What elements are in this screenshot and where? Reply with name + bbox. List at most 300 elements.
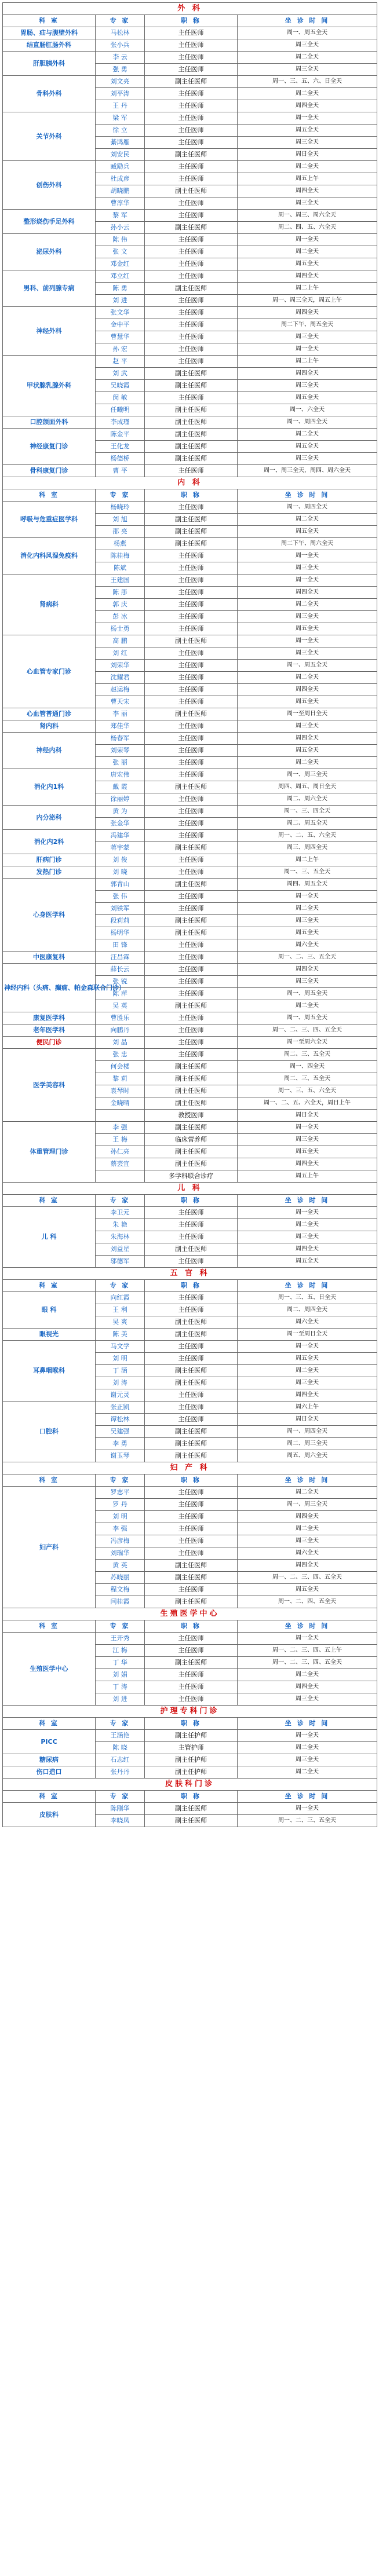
doctor-title: 主任医师: [145, 562, 238, 575]
clinic-time: 周四全天: [238, 1158, 377, 1170]
clinic-time: 周五全天: [238, 526, 377, 538]
doctor-title: 主任医师: [145, 1645, 238, 1657]
clinic-time: 周三全天: [238, 562, 377, 575]
header-doctor: 专 家: [96, 489, 145, 502]
dept-name: 口腔颌面外科: [3, 416, 96, 429]
doctor-name: 刘 进: [96, 295, 145, 307]
clinic-time: 周四全天: [238, 1681, 377, 1693]
dept-name: 便民门诊: [3, 1037, 96, 1049]
section-title-row: [3, 3, 377, 15]
doctor-title: 主任医师: [145, 587, 238, 599]
doctor-title: 主管护师: [145, 1742, 238, 1754]
doctor-title: 主任医师: [145, 392, 238, 404]
section-title: 五 官 科: [3, 1268, 377, 1280]
clinic-time: 周四、周五全天: [238, 879, 377, 891]
column-header-row: [3, 1718, 377, 1730]
doctor-name: 刘 武: [96, 368, 145, 380]
header-time: 坐 诊 时 间: [238, 1791, 377, 1803]
doctor-title: 主任医师: [145, 1523, 238, 1535]
clinic-time: 周五、周六全天: [238, 1450, 377, 1462]
doctor-title: 副主任医师: [145, 1657, 238, 1669]
doctor-name: 黄 英: [96, 1560, 145, 1572]
doctor-title: 主任医师: [145, 623, 238, 635]
clinic-time: 周二、周三全天: [238, 1438, 377, 1450]
doctor-title: 主任医师: [145, 307, 238, 319]
doctor-name: 苏晓丽: [96, 1572, 145, 1584]
header-title: 职 称: [145, 1791, 238, 1803]
clinic-time: 周二上午: [238, 854, 377, 866]
doctor-title: 副主任医师: [145, 1365, 238, 1377]
clinic-time: 周一、周五全天: [238, 660, 377, 672]
doctor-title: 主任医师: [145, 1024, 238, 1037]
doctor-name: 刘铁军: [96, 903, 145, 915]
doctor-name: 李 强: [96, 1523, 145, 1535]
clinic-time: 周一、二、五、六全天: [238, 830, 377, 842]
doctor-title: 副主任医师: [145, 1316, 238, 1329]
doctor-title: 主任医师: [145, 1487, 238, 1499]
section-title: 皮肤科门诊: [3, 1779, 377, 1791]
doctor-name: 罗 丹: [96, 1499, 145, 1511]
doctor-name: 马文学: [96, 1341, 145, 1353]
doctor-name: 陈 美: [96, 1329, 145, 1341]
column-header-row: [3, 15, 377, 27]
table-row: [3, 112, 377, 125]
doctor-name: 沈耀君: [96, 672, 145, 684]
table-row: [3, 635, 377, 647]
header-time: 坐 诊 时 间: [238, 489, 377, 502]
clinic-time: 周二全天: [238, 88, 377, 100]
doctor-title: 主任医师: [145, 137, 238, 149]
doctor-title: 副主任医师: [145, 842, 238, 854]
doctor-name: 江 梅: [96, 1645, 145, 1657]
doctor-title: 主任医师: [145, 1353, 238, 1365]
dept-name: 体重管理门诊: [3, 1122, 96, 1183]
doctor-title: 主任医师: [145, 39, 238, 52]
clinic-time: 周五全天: [238, 125, 377, 137]
table-row: [3, 1207, 377, 1219]
header-dept: 科 室: [3, 15, 96, 27]
doctor-name: 郭青山: [96, 879, 145, 891]
doctor-title: 主任医师: [145, 964, 238, 976]
doctor-name: 强 勇: [96, 64, 145, 76]
dept-name: 伤口造口: [3, 1766, 96, 1779]
clinic-time: 周五全天: [238, 441, 377, 453]
doctor-title: 副主任医师: [145, 1572, 238, 1584]
doctor-title: 主任医师: [145, 684, 238, 696]
doctor-title: 主任医师: [145, 125, 238, 137]
doctor-title: 副主任医师: [145, 1073, 238, 1085]
doctor-name: 邬德军: [96, 1256, 145, 1268]
schedule-page: [2, 2, 377, 1827]
clinic-time: 周四全天: [238, 1511, 377, 1523]
doctor-title: 主任医师: [145, 1012, 238, 1024]
doctor-title: 主任医师: [145, 1256, 238, 1268]
clinic-time: 周二、周四全天: [238, 1304, 377, 1316]
clinic-time: 周日全天: [238, 1414, 377, 1426]
doctor-title: 主任医师: [145, 1037, 238, 1049]
dept-name: 心身医学科: [3, 879, 96, 952]
doctor-name: 孙 宏: [96, 343, 145, 356]
doctor-name: 曹淳华: [96, 197, 145, 210]
doctor-title: 副主任医师: [145, 149, 238, 161]
table-row: [3, 720, 377, 733]
header-title: 职 称: [145, 1280, 238, 1292]
header-doctor: 专 家: [96, 1280, 145, 1292]
clinic-time: 周一全天: [238, 550, 377, 562]
doctor-name: 刘安民: [96, 149, 145, 161]
doctor-name: 刘荣琴: [96, 745, 145, 757]
clinic-time: 周三全天: [238, 1693, 377, 1706]
doctor-name: 刘瑞华: [96, 1547, 145, 1560]
doctor-name: 徐丽婷: [96, 793, 145, 806]
table-row: [3, 356, 377, 368]
clinic-time: 周二、四、五、六全天: [238, 222, 377, 234]
dept-name: 神经外科: [3, 307, 96, 356]
table-row: [3, 1024, 377, 1037]
clinic-time: 周一至周六全天: [238, 1037, 377, 1049]
doctor-title: 主任医师: [145, 1669, 238, 1681]
doctor-title: 主任医师: [145, 331, 238, 343]
column-header-row: [3, 1620, 377, 1633]
section-title: 内 科: [3, 477, 377, 489]
dept-name: 皮肤科: [3, 1803, 96, 1827]
doctor-title: 主任医师: [145, 1584, 238, 1596]
doctor-title: 主任医师: [145, 1547, 238, 1560]
doctor-title: 主任医师: [145, 818, 238, 830]
section-title-row: [3, 477, 377, 489]
dept-name: 耳鼻咽喉科: [3, 1341, 96, 1402]
doctor-name: 段莉莉: [96, 915, 145, 927]
doctor-name: 闫桂霞: [96, 1596, 145, 1608]
table-row: [3, 1122, 377, 1134]
clinic-time: 周三全天: [238, 1377, 377, 1389]
doctor-name: 王 利: [96, 1304, 145, 1316]
clinic-time: 周六全天: [238, 1547, 377, 1560]
clinic-time: 周一至周日全天: [238, 1329, 377, 1341]
clinic-time: 周二全天: [238, 1523, 377, 1535]
clinic-time: 周二、三、五全天: [238, 1073, 377, 1085]
doctor-name: 吴 英: [96, 1000, 145, 1012]
doctor-name: 吴晓霞: [96, 380, 145, 392]
clinic-time: 周一全天: [238, 1207, 377, 1219]
table-row: [3, 866, 377, 879]
doctor-title: 主任医师: [145, 952, 238, 964]
clinic-time: 周三全天: [238, 976, 377, 988]
doctor-title: 主任医师: [145, 1414, 238, 1426]
clinic-time: 周二全天: [238, 1000, 377, 1012]
clinic-time: 周四全天: [238, 270, 377, 283]
clinic-time: 周一全天: [238, 1633, 377, 1645]
doctor-title: 主任医师: [145, 1511, 238, 1523]
section-title: 妇 产 科: [3, 1462, 377, 1474]
doctor-name: 马松林: [96, 27, 145, 39]
doctor-title: 主任医师: [145, 1049, 238, 1061]
table-row: [3, 1012, 377, 1024]
clinic-time: 周五全天: [238, 258, 377, 270]
header-dept: 科 室: [3, 1718, 96, 1730]
clinic-time: 周三全天: [238, 1754, 377, 1766]
doctor-name: 程文梅: [96, 1584, 145, 1596]
doctor-title: 副主任医师: [145, 429, 238, 441]
doctor-name: 邓立红: [96, 270, 145, 283]
table-row: [3, 1329, 377, 1341]
doctor-name: 杜成彦: [96, 173, 145, 185]
doctor-name: 任曦明: [96, 404, 145, 416]
doctor-title: 主任医师: [145, 1535, 238, 1547]
table-row: [3, 210, 377, 222]
doctor-title: 主任医师: [145, 1304, 238, 1316]
clinic-time: 周一全天: [238, 234, 377, 246]
doctor-title: 副主任护师: [145, 1730, 238, 1742]
table-row: [3, 952, 377, 964]
doctor-title: 副主任医师: [145, 380, 238, 392]
doctor-name: 陈 彤: [96, 587, 145, 599]
doctor-title: 主任医师: [145, 197, 238, 210]
clinic-time: 周五全天: [238, 1584, 377, 1596]
doctor-title: 副主任医师: [145, 1097, 238, 1110]
doctor-title: 主任医师: [145, 100, 238, 112]
clinic-time: 周二全天: [238, 1365, 377, 1377]
doctor-name: 刘益星: [96, 1243, 145, 1256]
doctor-title: 主任医师: [145, 854, 238, 866]
dept-name: 整形烧伤手足外科: [3, 210, 96, 234]
table-row: [3, 1037, 377, 1049]
dept-name: 眼视光: [3, 1329, 96, 1341]
table-row: [3, 39, 377, 52]
doctor-title: 副主任医师: [145, 1596, 238, 1608]
doctor-name: 李卫元: [96, 1207, 145, 1219]
doctor-name: 刘 红: [96, 647, 145, 660]
doctor-name: 向鹏丹: [96, 1024, 145, 1037]
header-dept: 科 室: [3, 1474, 96, 1487]
doctor-name: 陈金平: [96, 429, 145, 441]
doctor-title: 主任医师: [145, 1207, 238, 1219]
doctor-title: 主任医师: [145, 720, 238, 733]
column-header-row: [3, 1195, 377, 1207]
clinic-time: 周二全天: [238, 757, 377, 769]
dept-name: 消化内科风湿免疫科: [3, 538, 96, 575]
doctor-name: 冯彦梅: [96, 1535, 145, 1547]
clinic-time: 周二全天: [238, 1742, 377, 1754]
doctor-title: 主任医师: [145, 793, 238, 806]
clinic-time: 周一全天: [238, 635, 377, 647]
clinic-time: 周一至周日全天: [238, 708, 377, 720]
doctor-title: 主任医师: [145, 246, 238, 258]
dept-name: 妇产科: [3, 1487, 96, 1608]
doctor-title: 副主任医师: [145, 1146, 238, 1158]
doctor-name: 张丹丹: [96, 1766, 145, 1779]
doctor-name: 赵运梅: [96, 684, 145, 696]
clinic-time: 周一全天: [238, 1730, 377, 1742]
doctor-name: 刘 涛: [96, 1377, 145, 1389]
doctor-title: 副主任医师: [145, 1426, 238, 1438]
clinic-time: 周三全天: [238, 915, 377, 927]
clinic-time: 周一、二、四、五全天: [238, 1596, 377, 1608]
header-doctor: 专 家: [96, 1791, 145, 1803]
doctor-name: 李成瑾: [96, 416, 145, 429]
dept-name: 肾病科: [3, 575, 96, 635]
table-row: [3, 1292, 377, 1304]
header-time: 坐 诊 时 间: [238, 1620, 377, 1633]
dept-name: 内分泌科: [3, 806, 96, 830]
doctor-title: 副主任医师: [145, 1329, 238, 1341]
section-title-row: [3, 1608, 377, 1620]
clinic-time: 周一、周四全天: [238, 502, 377, 514]
clinic-time: 周三全天: [238, 380, 377, 392]
doctor-name: 杨德桥: [96, 453, 145, 465]
table-row: [3, 733, 377, 745]
doctor-name: 高 鹏: [96, 635, 145, 647]
doctor-name: 赵 平: [96, 356, 145, 368]
doctor-title: 副主任医师: [145, 1243, 238, 1256]
dept-name: 康复医学科: [3, 1012, 96, 1024]
clinic-time: 周四全天: [238, 1560, 377, 1572]
doctor-title: 主任医师: [145, 270, 238, 283]
clinic-time: 周三全天: [238, 39, 377, 52]
table-row: [3, 161, 377, 173]
doctor-name: 张文华: [96, 307, 145, 319]
doctor-name: 金中平: [96, 319, 145, 331]
doctor-name: 黎 莉: [96, 1073, 145, 1085]
doctor-title: 副主任医师: [145, 915, 238, 927]
doctor-name: 刘平涛: [96, 88, 145, 100]
doctor-title: 教授医师: [145, 1110, 238, 1122]
clinic-time: 周二全天: [238, 1766, 377, 1779]
header-time: 坐 诊 时 间: [238, 1195, 377, 1207]
doctor-name: 闵 敏: [96, 392, 145, 404]
clinic-time: 周二、周六全天: [238, 793, 377, 806]
doctor-name: 刘文亮: [96, 76, 145, 88]
dept-name: 结直肠肛肠外科: [3, 39, 96, 52]
table-row: [3, 538, 377, 550]
clinic-time: 周一、三、五、六、日全天: [238, 76, 377, 88]
doctor-name: 谢元灵: [96, 1389, 145, 1402]
doctor-name: 杨明华: [96, 927, 145, 939]
header-doctor: 专 家: [96, 1195, 145, 1207]
clinic-time: 周日全天: [238, 1110, 377, 1122]
table-row: [3, 854, 377, 866]
table-row: [3, 307, 377, 319]
table-row: [3, 502, 377, 514]
doctor-title: 副主任医师: [145, 1803, 238, 1815]
clinic-time: 周一、二、三、四、五上午: [238, 1645, 377, 1657]
clinic-time: 周五全天: [238, 1353, 377, 1365]
doctor-title: 主任医师: [145, 757, 238, 769]
doctor-name: 蒋宇蒙: [96, 842, 145, 854]
column-header-row: [3, 1280, 377, 1292]
doctor-title: 副主任医师: [145, 708, 238, 720]
doctor-name: 陈斌: [96, 562, 145, 575]
clinic-time: 周二上午: [238, 283, 377, 295]
doctor-name: 曹慧华: [96, 331, 145, 343]
clinic-time: 周二全天: [238, 1669, 377, 1681]
doctor-title: 副主任医师: [145, 441, 238, 453]
dept-name: 骨科康复门诊: [3, 465, 96, 477]
header-title: 职 称: [145, 1195, 238, 1207]
clinic-time: 周一、二、三、五全天: [238, 1815, 377, 1827]
doctor-title: 副主任医师: [145, 1122, 238, 1134]
doctor-title: 副主任医师: [145, 514, 238, 526]
doctor-title: 主任医师: [145, 733, 238, 745]
doctor-title: 主任医师: [145, 903, 238, 915]
doctor-name: 刘 俊: [96, 854, 145, 866]
dept-name: 胃肠、疝与腹壁外科: [3, 27, 96, 39]
table-row: [3, 1049, 377, 1061]
doctor-title: 主任医师: [145, 465, 238, 477]
clinic-time: 周三全天: [238, 611, 377, 623]
table-row: [3, 830, 377, 842]
doctor-name: 何会楼: [96, 1061, 145, 1073]
clinic-time: 周三全天: [238, 720, 377, 733]
doctor-name: 陈桂梅: [96, 550, 145, 562]
table-row: [3, 1487, 377, 1499]
doctor-name: 郭 庆: [96, 599, 145, 611]
dept-name: 神经康复门诊: [3, 429, 96, 465]
clinic-time: 周四全天: [238, 307, 377, 319]
doctor-name: 李 强: [96, 1122, 145, 1134]
doctor-title: 副主任医师: [145, 222, 238, 234]
table-row: [3, 52, 377, 64]
doctor-name: 陈 伟: [96, 234, 145, 246]
dept-name: 生殖医学中心: [3, 1633, 96, 1706]
clinic-time: 周一、四全天: [238, 1061, 377, 1073]
doctor-title: 主任医师: [145, 769, 238, 781]
clinic-time: 周一全天: [238, 1803, 377, 1815]
doctor-name: 王 梅: [96, 1134, 145, 1146]
doctor-title: 副主任医师: [145, 76, 238, 88]
section-title: 护理专科门诊: [3, 1706, 377, 1718]
doctor-name: 向红霞: [96, 1292, 145, 1304]
doctor-title: 副主任医师: [145, 416, 238, 429]
section-title-row: [3, 1706, 377, 1718]
doctor-name: 李 云: [96, 52, 145, 64]
clinic-time: 周一、周四全天: [238, 1426, 377, 1438]
doctor-name: 刘 明: [96, 1511, 145, 1523]
header-title: 职 称: [145, 1474, 238, 1487]
doctor-name: 杨士勇: [96, 623, 145, 635]
clinic-time: 周一、周三全天，周五上午: [238, 295, 377, 307]
clinic-time: 周二下午、周六全天: [238, 538, 377, 550]
clinic-time: 周四全天: [238, 1243, 377, 1256]
doctor-name: 袁琴时: [96, 1085, 145, 1097]
doctor-name: 王涵艳: [96, 1730, 145, 1742]
clinic-time: 周一、三、五全天: [238, 866, 377, 879]
doctor-title: 主任医师: [145, 599, 238, 611]
clinic-time: 周一、二、三、四、五全天: [238, 1657, 377, 1669]
doctor-title: 主任医师: [145, 672, 238, 684]
doctor-title: 主任医师: [145, 550, 238, 562]
clinic-time: 周三全天: [238, 647, 377, 660]
clinic-time: 周一、周四全天: [238, 416, 377, 429]
doctor-title: 主任医师: [145, 939, 238, 952]
doctor-name: 杨燕: [96, 538, 145, 550]
clinic-time: 周三全天: [238, 137, 377, 149]
clinic-time: 周一、三、五、日全天: [238, 1292, 377, 1304]
doctor-title: 主任医师: [145, 647, 238, 660]
header-time: 坐 诊 时 间: [238, 1474, 377, 1487]
doctor-name: 黄 为: [96, 806, 145, 818]
clinic-time: 周二全天: [238, 429, 377, 441]
doctor-name: 谢玉琴: [96, 1450, 145, 1462]
section-title-row: [3, 1779, 377, 1791]
doctor-name: 李 丽: [96, 708, 145, 720]
doctor-title: 主任医师: [145, 830, 238, 842]
clinic-time: 周一、周五全天: [238, 988, 377, 1000]
doctor-title: 主任医师: [145, 1219, 238, 1231]
doctor-name: [96, 1110, 145, 1122]
table-row: [3, 1402, 377, 1414]
doctor-name: 郑佳华: [96, 720, 145, 733]
